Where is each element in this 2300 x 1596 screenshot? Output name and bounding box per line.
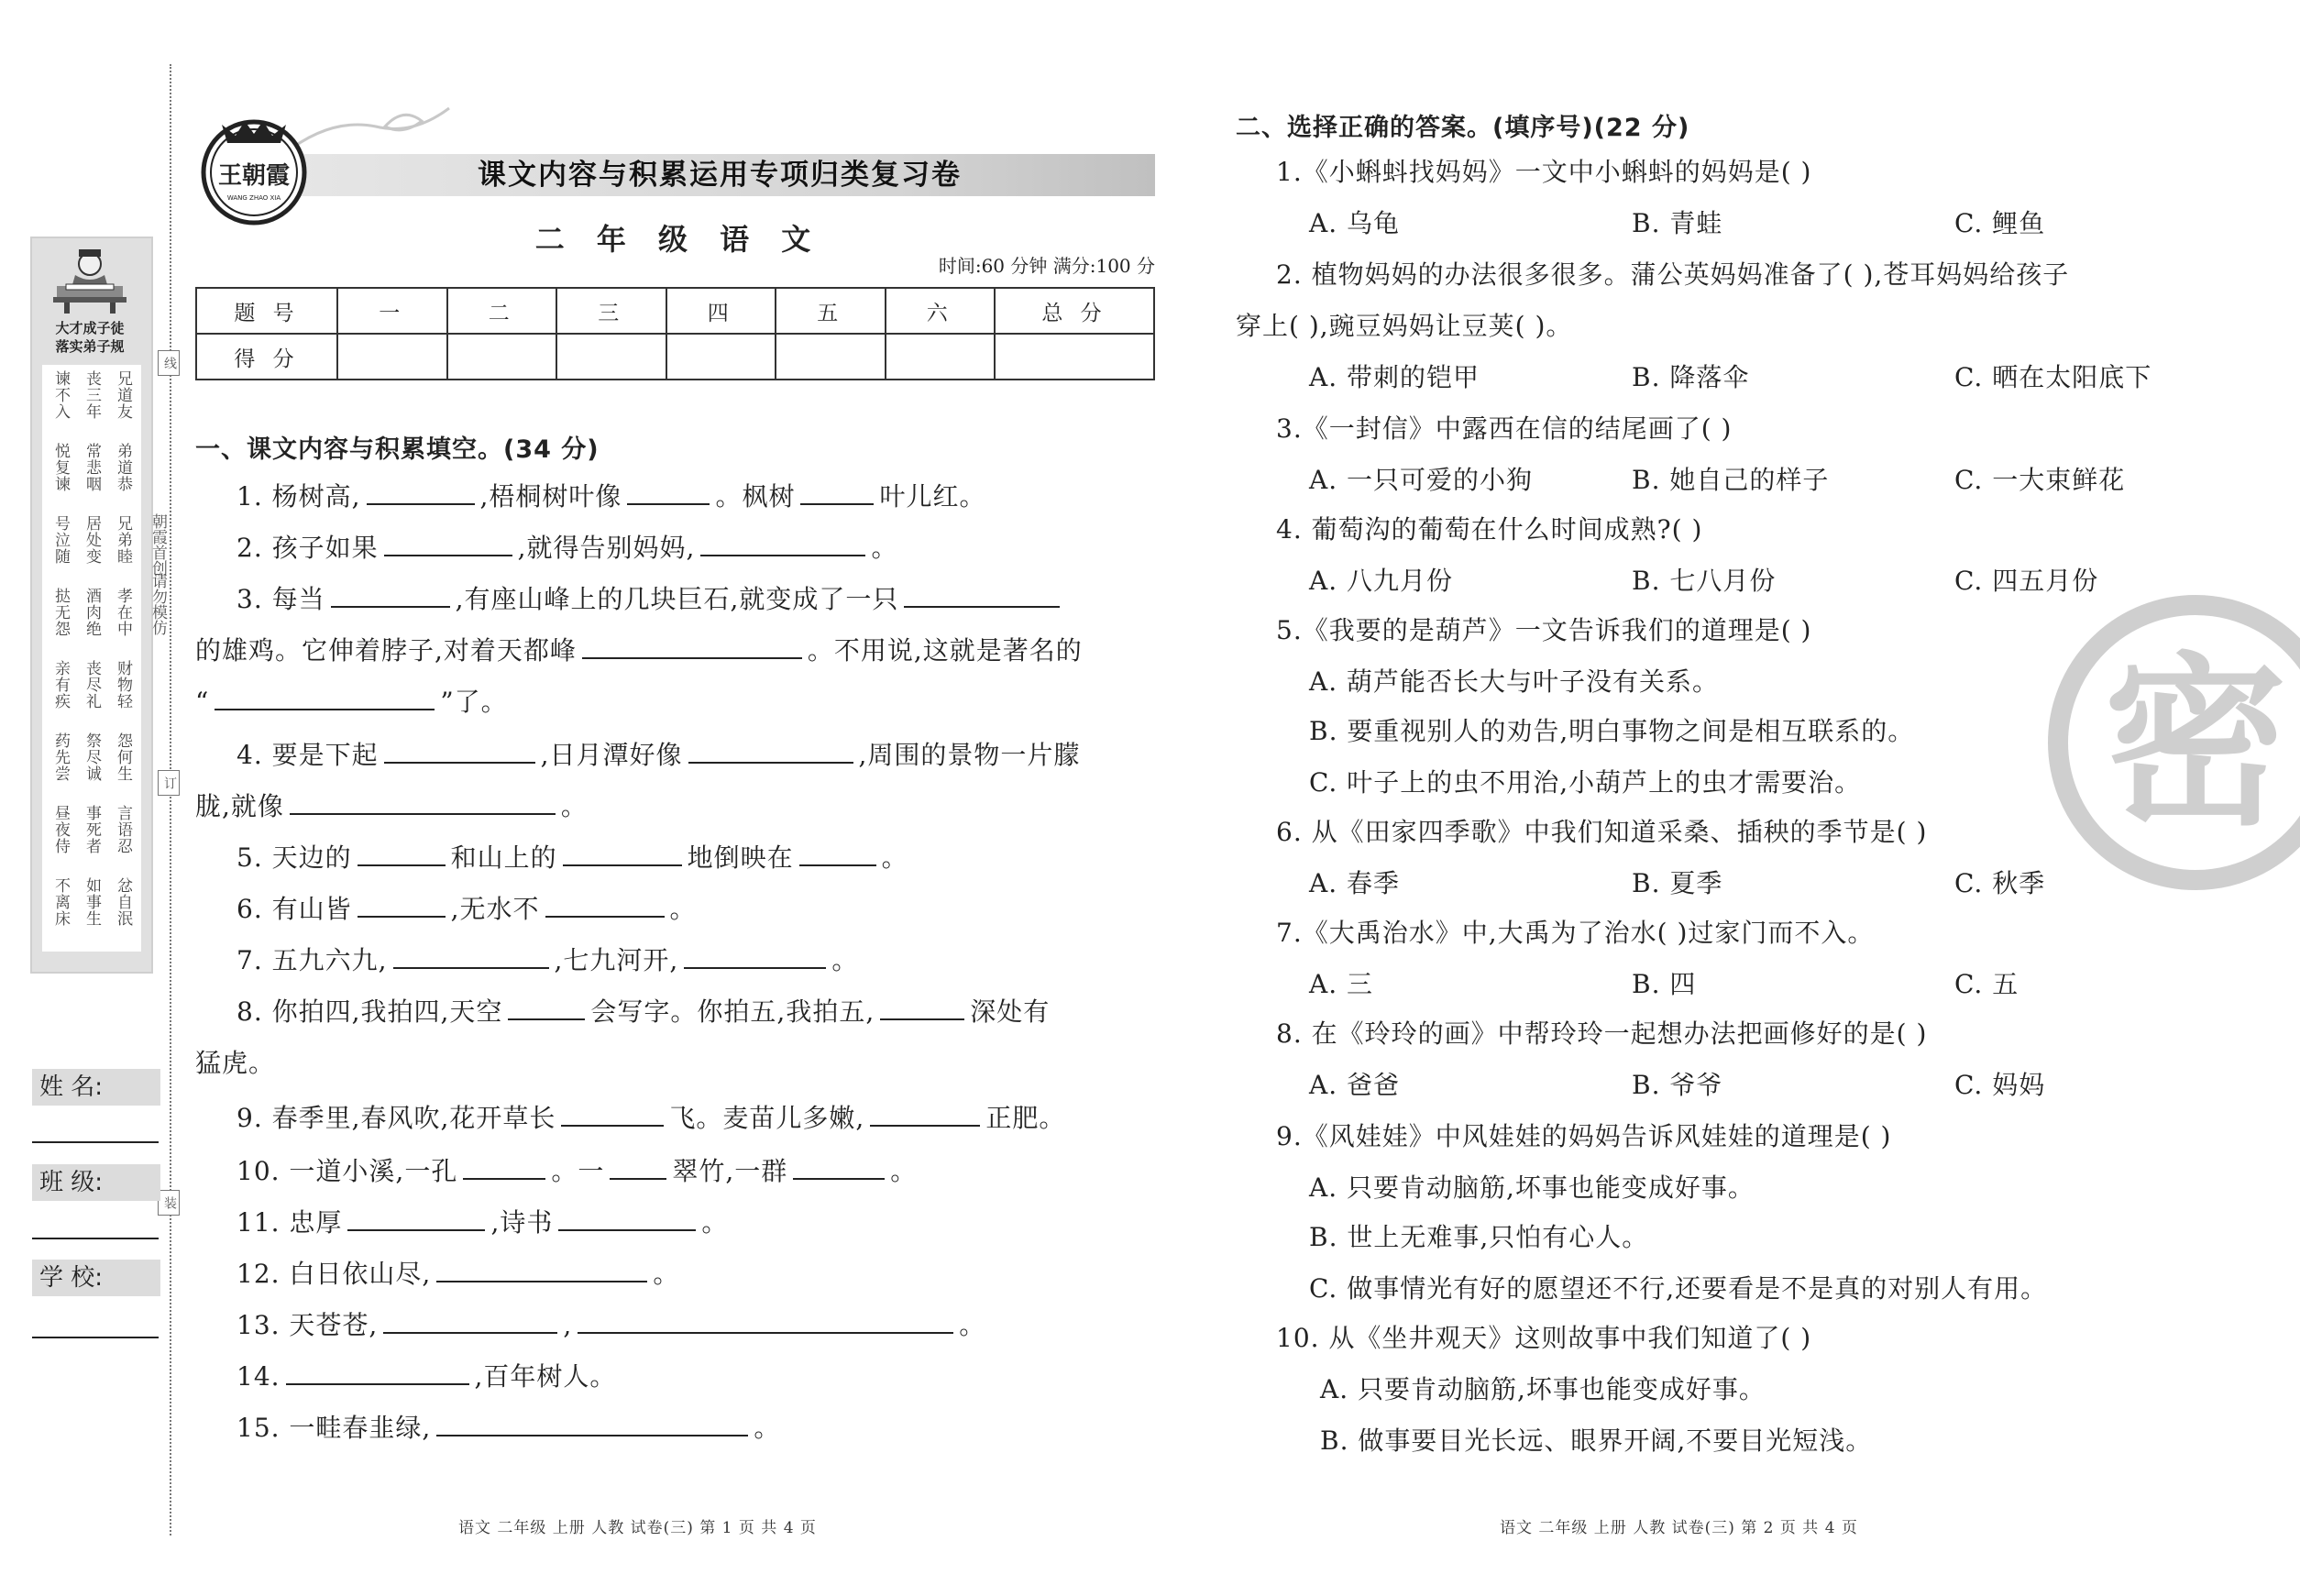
answer-blank[interactable]	[463, 1154, 545, 1180]
score-input-cell[interactable]	[337, 334, 447, 380]
score-cell: 得 分	[196, 334, 337, 380]
q-text: 。	[669, 894, 697, 924]
mc-option[interactable]: C. 秋季	[1954, 868, 2046, 898]
q-text: 。	[653, 1259, 680, 1289]
mc-option[interactable]: C. 一大束鲜花	[1954, 465, 2126, 495]
poem-phrase: 祭尽诚	[83, 732, 101, 782]
score-cell: 题 号	[196, 288, 337, 334]
answer-blank[interactable]	[880, 995, 964, 1020]
score-input-cell[interactable]	[447, 334, 557, 380]
binding-box-2: 订	[158, 770, 180, 796]
q-text: 。一	[551, 1156, 605, 1186]
scholar-illustration	[48, 244, 132, 315]
q-text: 。	[959, 1310, 986, 1340]
q-text: 3. 每当	[237, 584, 325, 614]
score-table-score-row	[196, 334, 1154, 380]
score-cell: 五	[776, 288, 886, 334]
score-input-cell[interactable]	[666, 334, 776, 380]
q-text: ,七九河开,	[554, 945, 679, 975]
q-text: 的雄鸡。它伸着脖子,对着天都峰	[195, 635, 577, 666]
question-9	[237, 1100, 1065, 1137]
score-table-header-row	[196, 288, 1154, 334]
q-text: ,有座山峰上的几块巨石,就变成了一只	[455, 584, 899, 614]
question-2	[237, 530, 897, 567]
poem-phrase: 丧尽礼	[83, 660, 101, 710]
answer-blank[interactable]	[684, 943, 826, 969]
q-text: 13. 天苍苍,	[237, 1310, 379, 1340]
score-cell: 四	[666, 288, 776, 334]
school-field[interactable]	[32, 1337, 159, 1338]
mc-option[interactable]: A. 带刺的铠甲	[1309, 362, 1480, 392]
mc-option[interactable]: B. 青蛙	[1632, 208, 1723, 238]
q-text: 正肥。	[985, 1103, 1066, 1133]
poem-phrase: 财物轻	[114, 660, 132, 710]
answer-blank[interactable]	[436, 1411, 748, 1436]
q-text: 。	[881, 842, 908, 873]
poem-phrase: 怨何生	[114, 732, 132, 782]
mc-option[interactable]: B. 她自己的样子	[1632, 465, 1830, 495]
mc-question-3: 3.《一封信》中露西在信的结尾画了( )	[1276, 413, 1733, 444]
poem-phrase: 号泣随	[51, 515, 70, 565]
q-text: ,周围的景物一片朦	[858, 740, 1081, 770]
answer-blank[interactable]	[799, 841, 876, 866]
page-footer-right: 语文 二年级 上册 人教 试卷(三) 第 2 页 共 4 页	[1500, 1519, 1858, 1537]
section-2-title: 二、选择正确的答案。(填序号)(22 分)	[1236, 114, 1690, 142]
question-1	[237, 479, 985, 515]
name-label: 姓 名:	[32, 1069, 160, 1106]
q-text: 。	[560, 791, 588, 821]
q-text: 15. 一畦春韭绿,	[237, 1413, 432, 1443]
question-3	[237, 581, 1065, 618]
answer-blank[interactable]	[545, 892, 665, 918]
mc-option[interactable]: A. 葫芦能否长大与叶子没有关系。	[1309, 666, 1720, 697]
answer-blank[interactable]	[436, 1257, 647, 1282]
mc-option[interactable]: C. 鲤鱼	[1954, 208, 2046, 238]
answer-blank[interactable]	[904, 582, 1060, 608]
score-input-cell[interactable]	[995, 334, 1154, 380]
mc-option[interactable]: C. 妈妈	[1954, 1070, 2046, 1100]
mc-option[interactable]: B. 做事要目光长远、眼界开阔,不要目光短浅。	[1320, 1425, 1873, 1456]
mc-option[interactable]: B. 降落伞	[1632, 362, 1750, 392]
answer-blank[interactable]	[331, 582, 450, 608]
q-text: 4. 要是下起	[237, 740, 379, 770]
secret-stamp-watermark	[2040, 587, 2300, 898]
mc-option[interactable]: C. 晒在太阳底下	[1954, 362, 2152, 392]
answer-blank[interactable]	[393, 943, 549, 969]
question-11	[237, 1205, 728, 1241]
mc-option[interactable]: C. 叶子上的虫不用治,小葫芦上的虫才需要治。	[1309, 767, 1862, 798]
q-text: ,百年树人。	[474, 1361, 617, 1392]
q-text: ,诗书	[490, 1207, 554, 1238]
poem-phrase: 挞无怨	[51, 588, 70, 637]
mc-question-1: 1.《小蝌蚪找妈妈》一文中小蝌蚪的妈妈是( )	[1276, 157, 1812, 187]
q-text: 胧,就像	[195, 791, 284, 821]
time-info: 时间:60 分钟 满分:100 分	[938, 255, 1155, 277]
answer-blank[interactable]	[800, 479, 874, 505]
q-text: 9. 春季里,春风吹,花开草长	[237, 1103, 556, 1133]
q-text: 14.	[237, 1361, 281, 1392]
answer-blank[interactable]	[561, 1101, 664, 1127]
mc-option[interactable]: B. 七八月份	[1632, 566, 1777, 596]
question-4-line-2	[195, 788, 588, 825]
question-3-line-2	[195, 633, 1083, 669]
poem-phrase: 亲有疾	[51, 660, 70, 710]
binding-box-3: 装	[158, 1190, 180, 1216]
poem-phrase: 忿自泯	[114, 877, 132, 927]
motto-line-2: 落实弟子规	[55, 338, 125, 355]
page-subtitle: 二 年 级 语 文	[534, 222, 822, 257]
score-cell: 六	[886, 288, 996, 334]
answer-blank[interactable]	[578, 1308, 953, 1334]
mc-option[interactable]: B. 爷爷	[1632, 1070, 1723, 1100]
q-text: 11. 忠厚	[237, 1207, 343, 1238]
mc-option[interactable]: B. 四	[1632, 969, 1697, 999]
mc-question-5: 5.《我要的是葫芦》一文告诉我们的道理是( )	[1276, 615, 1812, 645]
poem-phrase: 丧三年	[83, 370, 101, 420]
mc-option[interactable]: C. 五	[1954, 969, 2019, 999]
q-text: 。	[890, 1156, 918, 1186]
name-field[interactable]	[32, 1141, 159, 1143]
q-text: ,就得告别妈妈,	[517, 533, 696, 563]
poem-phrase: 昼夜侍	[51, 805, 70, 854]
score-cell: 二	[447, 288, 557, 334]
section-1-title: 一、课文内容与积累填空。(34 分)	[195, 435, 600, 464]
q-text: ,日月潭好像	[540, 740, 683, 770]
poem-phrase: 常悲咽	[83, 443, 101, 492]
q-text: 。	[754, 1413, 781, 1443]
q-text: 8. 你拍四,我拍四,天空	[237, 996, 503, 1027]
question-13	[237, 1307, 985, 1344]
score-table	[195, 287, 1155, 380]
binding-text-2: 请勿模仿	[149, 573, 167, 635]
q-text: 翠竹,一群	[672, 1156, 788, 1186]
q-text: “	[195, 687, 210, 717]
q-text: 。	[831, 945, 859, 975]
question-14	[237, 1359, 616, 1395]
binding-line	[170, 64, 171, 1535]
score-input-cell[interactable]	[886, 334, 996, 380]
mc-option[interactable]: A. 爸爸	[1309, 1070, 1401, 1100]
answer-blank[interactable]	[870, 1101, 980, 1127]
q-text: 1. 杨树高,	[237, 481, 361, 512]
class-label: 班 级:	[32, 1164, 160, 1201]
answer-blank[interactable]	[383, 1308, 557, 1334]
answer-blank[interactable]	[582, 633, 802, 659]
q-text: 和山上的	[450, 842, 557, 873]
answer-blank[interactable]	[286, 1359, 469, 1385]
q-text: 叶儿红。	[879, 481, 986, 512]
poem-phrase: 居处变	[83, 515, 101, 565]
mc-question-8: 8. 在《玲玲的画》中帮玲玲一起想办法把画修好的是( )	[1276, 1018, 1928, 1049]
logo-text: 王朝霞	[217, 162, 291, 190]
mc-option[interactable]: A. 只要肯动脑筋,坏事也能变成好事。	[1309, 1172, 1755, 1203]
mc-option[interactable]: A. 三	[1309, 969, 1374, 999]
answer-blank[interactable]	[384, 531, 512, 556]
q-text: 飞。麦苗儿多嫩,	[669, 1103, 865, 1133]
q-text: 12. 白日依山尽,	[237, 1259, 432, 1289]
mc-option[interactable]: A. 八九月份	[1309, 566, 1454, 596]
answer-blank[interactable]	[358, 892, 446, 918]
q-text: 2. 孩子如果	[237, 533, 379, 563]
answer-blank[interactable]	[358, 841, 446, 866]
answer-blank[interactable]	[688, 738, 853, 764]
sidebar-motto	[33, 319, 147, 356]
mc-option[interactable]: C. 做事情光有好的愿望还不行,还要看是不是真的对别人有用。	[1309, 1273, 2048, 1304]
answer-blank[interactable]	[563, 841, 682, 866]
poem-phrase: 孝在中	[114, 588, 132, 637]
answer-blank[interactable]	[384, 738, 535, 764]
q-text: 。	[701, 1207, 729, 1238]
poem-phrase: 言语忍	[114, 805, 132, 854]
class-field[interactable]	[32, 1238, 159, 1239]
q-text: 5. 天边的	[237, 842, 352, 873]
mc-option[interactable]: A. 乌龟	[1309, 208, 1401, 238]
binding-text-1: 朝霞首创	[149, 513, 167, 576]
q-text: 会写字。你拍五,我拍五,	[590, 996, 875, 1027]
question-15	[237, 1410, 780, 1447]
school-label: 学 校:	[32, 1260, 160, 1296]
mc-option[interactable]: C. 四五月份	[1954, 566, 2099, 596]
mc-question-9: 9.《风娃娃》中风娃娃的妈妈告诉风娃娃的道理是( )	[1276, 1121, 1892, 1151]
score-cell: 总 分	[995, 288, 1154, 334]
question-8	[237, 994, 1050, 1030]
answer-blank[interactable]	[700, 531, 865, 556]
poem-phrase: 如事生	[83, 877, 101, 927]
poem-phrase: 兄弟睦	[114, 515, 132, 565]
question-10	[237, 1153, 917, 1190]
q-text: 深处有	[970, 996, 1051, 1027]
q-text: 地倒映在	[687, 842, 794, 873]
stamp-text: 密	[2103, 637, 2288, 851]
question-3-line-3	[195, 684, 508, 721]
mc-question-7: 7.《大禹治水》中,大禹为了治水( )过家门而不入。	[1276, 918, 1875, 948]
answer-blank[interactable]	[508, 995, 585, 1020]
poem-phrase: 谏不入	[51, 370, 70, 420]
mc-option[interactable]: B. 夏季	[1632, 868, 1723, 898]
poem-phrase: 酒肉绝	[83, 588, 101, 637]
q-text: 。枫树	[715, 481, 796, 512]
poem-phrase: 不离床	[51, 877, 70, 927]
mc-option[interactable]: B. 要重视别人的劝告,明白事物之间是相互联系的。	[1309, 716, 1915, 746]
question-8-line-2	[195, 1045, 275, 1082]
question-6	[237, 891, 697, 928]
q-text: ,梧桐树叶像	[479, 481, 622, 512]
motto-line-1: 大才成子徒	[55, 320, 125, 336]
mc-option[interactable]: A. 春季	[1309, 868, 1401, 898]
q-text: 10. 一道小溪,一孔	[237, 1156, 458, 1186]
poem-phrase: 悦复谏	[51, 443, 70, 492]
q-text: ,无水不	[450, 894, 540, 924]
answer-blank[interactable]	[290, 789, 556, 815]
q-text: 猛虎。	[195, 1048, 276, 1078]
answer-blank[interactable]	[215, 685, 435, 710]
q-text: 。	[871, 533, 898, 563]
mc-question-10: 10. 从《坐井观天》这则故事中我们知道了( )	[1276, 1323, 1812, 1353]
poem-phrase: 药先尝	[51, 732, 70, 782]
q-text: 7. 五九六九,	[237, 945, 388, 975]
q-text: 6. 有山皆	[237, 894, 352, 924]
question-4	[237, 737, 1080, 774]
poem-phrase: 兄道友	[114, 370, 132, 420]
score-input-cell[interactable]	[556, 334, 666, 380]
sidebar-poem	[42, 365, 141, 952]
poem-phrase: 弟道恭	[114, 443, 132, 492]
answer-blank[interactable]	[347, 1205, 485, 1231]
question-7	[237, 942, 858, 979]
mc-question-6: 6. 从《田家四季歌》中我们知道采桑、插秧的季节是( )	[1276, 817, 1928, 847]
answer-blank[interactable]	[627, 479, 710, 505]
answer-blank[interactable]	[558, 1205, 696, 1231]
answer-blank[interactable]	[367, 479, 475, 505]
poem-phrase: 事死者	[83, 805, 101, 854]
mc-option[interactable]: A. 一只可爱的小狗	[1309, 465, 1534, 495]
mc-question-2: 2. 植物妈妈的办法很多很多。蒲公英妈妈准备了( ),苍耳妈妈给孩子	[1276, 259, 2070, 290]
page-footer-left: 语文 二年级 上册 人教 试卷(三) 第 1 页 共 4 页	[458, 1519, 817, 1537]
mc-question-4: 4. 葡萄沟的葡萄在什么时间成熟?( )	[1276, 514, 1703, 545]
binding-box-1: 线	[158, 350, 180, 376]
score-cell: 三	[556, 288, 666, 334]
page-title: 课文内容与积累运用专项归类复习卷	[478, 159, 962, 192]
question-5	[237, 840, 908, 876]
score-input-cell[interactable]	[776, 334, 886, 380]
q-text: ”了。	[440, 687, 508, 717]
mc-question-2-line-2: 穿上( ),豌豆妈妈让豆荚( )。	[1236, 311, 1573, 341]
question-12	[237, 1256, 679, 1293]
mc-option[interactable]: A. 只要肯动脑筋,坏事也能变成好事。	[1320, 1374, 1766, 1404]
logo-subtext: WANG ZHAO XIA	[226, 194, 281, 202]
q-text: ,	[563, 1310, 573, 1340]
score-cell: 一	[337, 288, 447, 334]
q-text: 。不用说,这就是著名的	[807, 635, 1083, 666]
mc-option[interactable]: B. 世上无难事,只怕有心人。	[1309, 1222, 1649, 1252]
answer-blank[interactable]	[610, 1154, 666, 1180]
answer-blank[interactable]	[793, 1154, 885, 1180]
